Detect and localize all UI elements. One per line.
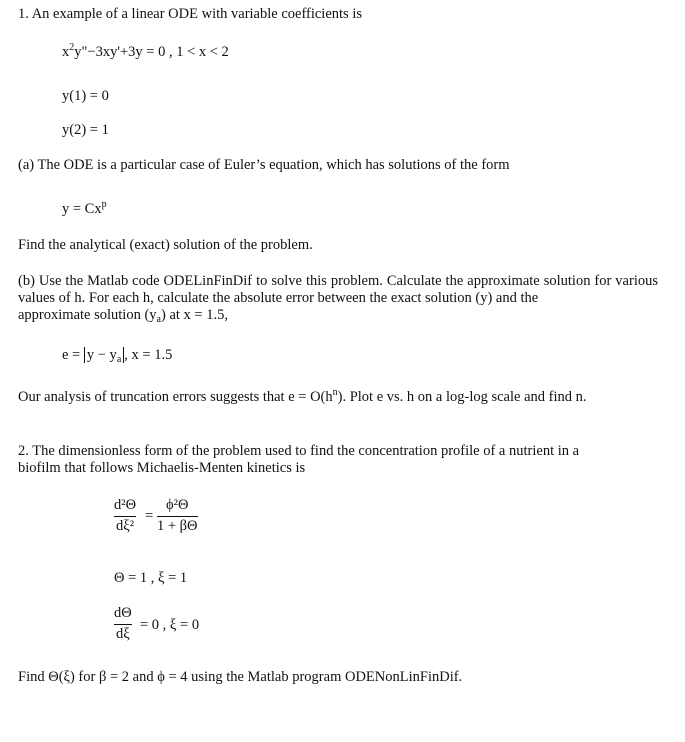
boundary-condition-2: y(2) = 1: [62, 122, 109, 138]
ode-lhs-exponent: 2: [69, 42, 75, 53]
bc2-fraction: [114, 605, 132, 643]
ode-rest: y"−3xy'+3y = 0 , 1 < x < 2: [74, 44, 229, 60]
problem-2-bc1: Θ = 1 , ξ = 1: [114, 570, 188, 586]
problem-2-paragraph: [18, 443, 658, 477]
bc2-numerator: dΘ: [114, 605, 132, 621]
problem-2-last-line: biofilm that follows Michaelis-Menten kinetics is: [18, 460, 306, 476]
eq1-right-denominator: 1 + βΘ: [157, 518, 198, 534]
solution-form-base: y = Cx: [62, 201, 102, 217]
bc2-denominator: dξ: [116, 626, 130, 642]
truncation-text: Our analysis of truncation errors suggests that $e = O(h^n)$. Plot e vs. h on a log-log scale and find n.: [18, 387, 587, 405]
part-a-text: (a) The ODE is a particular case of Euler’s equation, which has solutions of the form: [18, 157, 510, 173]
eq1-left-denominator: dξ²: [116, 518, 135, 534]
part-b-subscript: a: [156, 314, 161, 325]
truncation-exponent: n: [332, 387, 338, 398]
eq1-left-numerator: d²Θ: [114, 497, 137, 513]
error-equation: $e = y - y_a$ , x = 1.5: [62, 347, 173, 365]
part-b-last-line: approximate solution $(y_a)$ at x = 1.5,: [18, 307, 228, 325]
problem-1-heading: 1. An example of a linear ODE with variable coefficients is: [18, 6, 362, 22]
part-b-body: (b) Use the Matlab code ODELinFinDif to solve this problem. Calculate the approximate solution for various values of h. For each h, calculate the absolute error between the exact solution (y) and the: [18, 273, 658, 306]
absolute-value: $y - y_a$: [84, 347, 124, 363]
eq1-right-numerator: ϕ²Θ: [166, 497, 189, 513]
problem-2-body: 2. The dimensionless form of the problem used to find the concentration profile of a nutrient in a: [18, 443, 580, 459]
boundary-condition-1: y(1) = 0: [62, 88, 109, 104]
ode-lhs: x: [62, 44, 70, 60]
eq1-equals: =: [145, 508, 154, 524]
problem-2-find: Find Θ(ξ) for β = 2 and ϕ = 4 using the Matlab program ODENonLinFinDif.: [18, 669, 463, 685]
bc2-tail: = 0 , ξ = 0: [140, 617, 200, 633]
eq1-left-fraction: [114, 497, 136, 535]
solution-form-exponent: p: [101, 199, 107, 210]
eq1-right-fraction: [157, 497, 198, 535]
ode-equation: [62, 44, 229, 61]
part-b-paragraph: [18, 273, 658, 324]
find-exact-text: Find the analytical (exact) solution of the problem.: [18, 237, 313, 253]
solution-form: [62, 201, 107, 218]
